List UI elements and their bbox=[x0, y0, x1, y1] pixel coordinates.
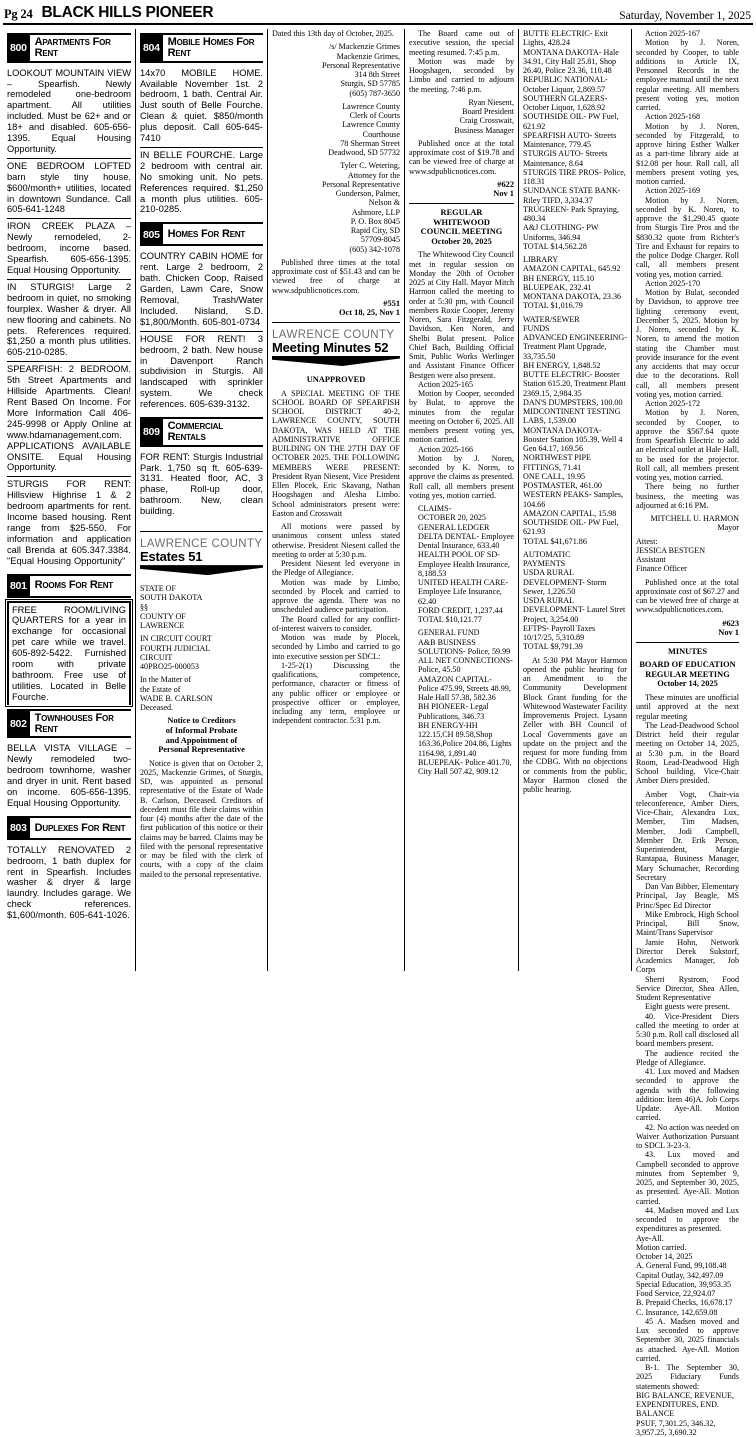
whitewood-action-label: Action 2025-172 bbox=[645, 399, 701, 408]
category-number: 804 bbox=[140, 35, 163, 61]
claim-line: BH ENERGY, 1,848.52 bbox=[523, 360, 601, 370]
estate-attorney: Personal Representative bbox=[322, 179, 400, 189]
whitewood-attest-name: JESSICA BESTGEN bbox=[636, 545, 706, 555]
category-header-803 bbox=[7, 816, 131, 840]
minutes-paragraph: The Board called for any conflict-of-interest waivers to consider. bbox=[272, 614, 400, 633]
lead-deadwood-title: MINUTES bbox=[667, 646, 708, 656]
estate-publication-note: Published three times at the total approximate cost of $51.43 and can be viewed free of charge at www.sdpublicnotices.com. bbox=[272, 257, 400, 295]
water-header: WATER/SEWER bbox=[523, 314, 580, 324]
claim-line: AMAZON CAPITAL- Police 475.99, Streets 48.99, Hale Hall 57.38, 582.36 bbox=[418, 674, 511, 703]
estate-notice-title: and Appointment of bbox=[165, 735, 238, 745]
estate-signature: Mackenzie Grimes, bbox=[336, 51, 400, 61]
estate-notice-body: Notice is given that on October 2, 2025, Mackenzie Grimes, of Sturgis, SD, was appointed as personal representative of the Estate of Wade B. Carlson, Deceased. Creditors of decedent must file their claims within four (4) months after the date of the first publication of this notice or their claims may be barred. Claims may be filed with the personal representative or may be filed with the clerk of courts, with a copy of the claim mailed to the personal representative. bbox=[140, 758, 263, 879]
meeting-minutes-banner bbox=[272, 329, 400, 366]
claim-line: BUTTE ELECTRIC- Booster Station 615.20, Treatment Plant 2369.15, 2,984.35 bbox=[523, 370, 626, 398]
library-header: LIBRARY bbox=[523, 255, 559, 264]
lead-deadwood-list-item: C. Insurance, 142,659.08 bbox=[636, 1307, 718, 1317]
column-6 bbox=[631, 29, 743, 1437]
minutes-signature: Ryan Niesent, bbox=[468, 97, 514, 107]
whitewood-action-label: Action 2025-168 bbox=[645, 112, 701, 122]
whitewood-action-text: Motion by J. Noren, seconded by Cooper, to table additions to Article IX, Personnel Records in the employee manual until the next regular meeting. All members present voting yes, motion carried. bbox=[636, 38, 739, 112]
whitewood-action-label: Action 2025-169 bbox=[645, 186, 701, 196]
column-5 bbox=[518, 29, 631, 971]
classified-ad: LOOKOUT MOUNTAIN VIEW – Spearfish. Newly remodeled one-bedroom apartment. All utilities included. Must be 62+ and or 18+ and disabled. 605-656-1395. Equal Housing Opportunity. bbox=[7, 66, 131, 159]
minutes-publication-note: Published once at the total approximate cost of $19.78 and can be viewed free of charge at www.sdpublicnotices.com. bbox=[409, 138, 514, 176]
whitewood-action-text: Motion by J. Noren, seconded by K. Noren, to approve the claims as presented. Roll call, all members present voting yes, motion carried. bbox=[409, 453, 514, 500]
estate-signature-phone: (605) 787-3650 bbox=[349, 88, 400, 98]
estate-state-line: STATE OF bbox=[140, 584, 177, 594]
whitewood-action-label: Action 2025-165 bbox=[418, 379, 474, 389]
banner-swoosh bbox=[272, 356, 400, 366]
claim-total: TOTAL $14,562.28 bbox=[523, 241, 587, 251]
claim-line: REPUBLIC NATIONAL- October Liquor, 2,869.57 bbox=[523, 75, 608, 94]
newspaper-title: BLACK HILLS PIONEER bbox=[41, 4, 214, 21]
lead-deadwood-item: The audience recited the Pledge of Allegiance. bbox=[636, 1048, 739, 1067]
lead-deadwood-list-item: Special Education, 39,953.35 bbox=[636, 1279, 732, 1289]
lead-deadwood-item: 41. Lux moved and Madsen seconded to approve the agenda with the following addition: Item 46)A. Job Corps Update. Aye-All. Motion carried. bbox=[636, 1067, 739, 1123]
section-divider bbox=[272, 322, 400, 323]
claims-header: CLAIMS- bbox=[418, 504, 452, 514]
lead-deadwood-list-item: 45 A. Madsen moved and Lux seconded to approve September 30, 2025 financials as attached. Aye-All. Motion carried. bbox=[636, 1316, 739, 1363]
category-header-802 bbox=[7, 709, 131, 739]
estate-clerk: Lawrence County bbox=[342, 101, 400, 111]
claim-line: BLUEPEAK- Police 401.70, City Hall 507.42, 909.12 bbox=[418, 757, 512, 777]
section-divider bbox=[140, 531, 263, 532]
claim-line: UNITED HEALTH CARE- Employee Life Insurance, 62.40 bbox=[418, 578, 509, 606]
claim-line: SOUTHERN GLAZERS- October Liquor, 1,628.92 bbox=[523, 93, 608, 112]
estate-matter-line: the Estate of bbox=[140, 684, 181, 694]
claim-line: SOUTHSIDE OIL- PW Fuel, 621.93 bbox=[523, 518, 619, 537]
minutes-paragraph: Motion was made by Limbo, seconded by Plocek and carried to approve the agenda. There was no unscheduled audience participation. bbox=[272, 577, 400, 615]
claim-line: BLUEPEAK, 232.41 bbox=[523, 282, 592, 292]
masthead bbox=[0, 0, 756, 22]
estate-attorney: 57709-8045 bbox=[360, 235, 400, 245]
category-header-800 bbox=[7, 33, 131, 63]
water-header: FUNDS bbox=[523, 323, 550, 333]
lead-deadwood-list-item: A. General Fund, 99,108.48 bbox=[636, 1261, 727, 1271]
category-name: Apartments For Rent bbox=[34, 36, 111, 60]
estate-court-line: CIRCUIT bbox=[140, 652, 173, 662]
claim-line: STURGIS TIRE PROS- Police, 118.31 bbox=[523, 167, 626, 186]
claim-line: BH ENERGY-HH 122.15,CH 89.58,Shop 163.36,Police 204.86, Lights 1164.98, 1,891.40 bbox=[418, 720, 512, 758]
whitewood-action-label: Action 2025-170 bbox=[645, 278, 701, 288]
lead-deadwood-body: The Lead-Deadwood School District held their regular meeting on October 14, 2025, at 5:30 p.m. in the Board Room, Lead-Deadwood High School building. Vice-Chair Amber Diers presided. bbox=[636, 720, 739, 786]
column-2 bbox=[135, 29, 267, 971]
lead-deadwood-list-item: PSUF, 7,301.25, 346.32, 3,957.25, 3,690.32 bbox=[636, 1418, 716, 1437]
claim-line: MONTANA DAKOTA- Booster Station 105.39, Well 4 Gen 64.17, 169.56 bbox=[523, 425, 623, 453]
page-columns bbox=[0, 25, 756, 1437]
lead-deadwood-attendance: Jamie Hohn, Network Director Derek Sukstorf, Academics Manager, Job Corps bbox=[636, 937, 739, 975]
lead-deadwood-attendance: Sherri Rystrom, Food Service Director, Shea Allen, Student Representative bbox=[636, 974, 739, 1003]
claim-line: MONTANA DAKOTA- Hale 34.91, City Hall 25.81, Shop 26.40, Police 23.36, 110.48 bbox=[523, 47, 619, 75]
minutes-signature: Craig Crosswait, bbox=[459, 116, 514, 126]
claim-line: POSTMASTER, 461.00 bbox=[523, 481, 602, 490]
claim-line: HEALTH POOL OF SD- Employee Health Insurance, 8,188.53 bbox=[418, 550, 510, 578]
claim-total: TOTAL $10,121.77 bbox=[418, 615, 482, 625]
category-header-805 bbox=[140, 222, 263, 246]
minutes-paragraph: All motions were passed by unanimous consent unless stated otherwise. President Niesent called the meeting to order at 5:30 p.m. bbox=[272, 522, 400, 559]
minutes-status: UNAPPROVED bbox=[306, 374, 366, 384]
estate-attorney: Attorney for the bbox=[347, 170, 400, 180]
claim-line: DELTA DENTAL- Employee Dental Insurance, 633.40 bbox=[418, 531, 514, 551]
whitewood-action-label: Action 2025-167 bbox=[645, 29, 701, 38]
minutes-paragraph: The Board came out of executive session, the special meeting resumed. 7:45 p.m. bbox=[409, 29, 514, 57]
estate-pub-date: Oct 18, 25, Nov 1 bbox=[339, 308, 400, 318]
classified-ad: COUNTRY CABIN HOME for rent. Large 2 bedroom, 2 bath. Chicken Coop, Raised Garden, Lawn Care, Snow Removal, Trash/Water Included. Nisland, S.D. $1,800/Month. 605-801-0734 bbox=[140, 249, 263, 331]
estate-clerk: Courthouse bbox=[362, 129, 400, 139]
whitewood-title: WHITEWOOD bbox=[433, 217, 490, 227]
claim-line: STURGIS AUTO- Streets Maintenance, 8.64 bbox=[523, 149, 608, 168]
claim-line: A&J CLOTHING- PW Uniforms, 346.94 bbox=[523, 223, 599, 242]
column-4 bbox=[404, 29, 518, 971]
whitewood-pub-number: #623 bbox=[722, 618, 739, 628]
category-header-809 bbox=[140, 417, 263, 447]
claim-line: SPEARFISH AUTO- Streets Maintenance, 779.45 bbox=[523, 130, 617, 149]
section-divider bbox=[409, 203, 514, 204]
category-name: Duplexes For Rent bbox=[34, 821, 126, 834]
claim-line: MONTANA DAKOTA, 23.36 bbox=[523, 292, 622, 301]
estate-court-line: FOURTH JUDICIAL bbox=[140, 643, 211, 653]
minutes-signature: Business Manager bbox=[454, 125, 514, 135]
whitewood-title: COUNCIL MEETING bbox=[420, 227, 503, 237]
estate-attorney: Gunderson, Palmer, bbox=[335, 189, 400, 198]
category-number: 801 bbox=[7, 576, 30, 596]
claims-header: OCTOBER 20, 2025 bbox=[418, 513, 486, 523]
whitewood-closing: There being no further business, the meeting was adjourned at 6:16 PM. bbox=[636, 482, 739, 510]
automatic-header: PAYMENTS bbox=[523, 559, 566, 568]
whitewood-signature-role: Mayor bbox=[717, 523, 739, 533]
claim-line: BH ENERGY, 115.10 bbox=[523, 273, 595, 283]
category-name: Rooms For Rent bbox=[34, 579, 113, 592]
lead-deadwood-attendance: Dan Van Bibber, Elementary Principal, Jay Beagle, MS Princ/Spec Ed Director bbox=[636, 882, 739, 910]
lead-deadwood-item: 44. Madsen moved and Lux seconded to approve the expenditures as presented. bbox=[636, 1205, 739, 1234]
estate-state-line: SOUTH DAKOTA bbox=[140, 593, 203, 603]
whitewood-action-text: Motion by Bulat, seconded by Davidson, to approve tree lighting ceremony event, December 5, 2025. Motion by J. Noren, seconded by K. Noren, to amend the motion stating the Chamber must provide insurance for the event any accidents that may occur due to the decorations. Roll call, all members present voting yes, motion carried. bbox=[636, 288, 739, 399]
minutes-pub-date: Nov 1 bbox=[493, 189, 514, 199]
classified-ad: 14x70 MOBILE HOME. Available November 1st. 2 bedroom, 1 bath. Central Air. Just south of Belle Fourche. Clean & quiet. $850/month plus deposit. Call 605-645-7410 bbox=[140, 66, 263, 148]
claim-line: ALL NET CONNECTIONS- Police, 45.50 bbox=[418, 656, 513, 675]
estate-state-line: §§ bbox=[140, 602, 149, 612]
claim-total: TOTAL $9,791.39 bbox=[523, 642, 583, 652]
whitewood-action-text: Motion by J. Noren, seconded by Fitzgerald, to approve hiring Esther Walker as a part-time library aide at $12.08 per hour. Roll call, all members present voting yes, motion carried. bbox=[636, 121, 739, 186]
minutes-paragraph: Motion was made by Hoogshagen, seconded by Limbo and carried to adjourn the meeting. 7:46 p.m. bbox=[409, 56, 514, 94]
claim-line: AMAZON CAPITAL, 645.92 bbox=[523, 264, 621, 274]
claim-line: USDA RURAL DEVELOPMENT- Storm Sewer, 1,226.50 bbox=[523, 568, 607, 596]
whitewood-intro: The Whitewood City Council met in regular session on Monday the 20th of October 2025 at City Hall. Mayor Mitch Harmon called the meeting to order at 5:30 pm, with Council members Roxie Cooper, Jeremy Noren, Sara Fitzgerald, Jerry Davidson, Ken Noren, and Shelbi Bulat present. Police Chief Bach, Building Official Smit, Public Works Werlinger and Assistant Finance Officer Bestgen were also present. bbox=[409, 250, 514, 380]
estate-attorney: P. O. Box 8045 bbox=[350, 216, 400, 226]
estate-notice-title: Notice to Creditors bbox=[167, 716, 236, 726]
banner-title: Meeting Minutes 52 bbox=[272, 339, 389, 355]
claims-header: GENERAL LEDGER bbox=[418, 522, 490, 532]
column-1 bbox=[3, 29, 135, 971]
whitewood-attest-role: Finance Officer bbox=[636, 564, 687, 574]
banner-county: LAWRENCE COUNTY bbox=[272, 328, 395, 341]
estate-decedent-name: WADE B. CARLSON bbox=[140, 693, 213, 703]
lead-deadwood-item: 43. Lux moved and Campbell seconded to approve minutes from September 9, 2025, and September 30, 2025, as presented. Aye-All. Motion carried. bbox=[636, 1150, 739, 1206]
minutes-intro: A SPECIAL MEETING OF THE SCHOOL BOARD OF SPEARFISH SCHOOL DISTRICT 40-2, LAWRENCE COUNTY, SOUTH DAKOTA, WAS HELD AT THE ADMINISTRATIVE OFFICE BUILDING ON THE 27TH DAY OF OCTOBER 2025. THE FOLLOWING MEMBERS WERE PRESENT: President Ryan Niesent, Vice President Ellen Plocek, Eric Skavang, Nathan Hoogshagen and Alesha Limbo. School administrators present were: Easton and Crosswait bbox=[272, 388, 400, 518]
claim-line: BH PIONEER- Legal Publications, 346.73 bbox=[418, 702, 489, 721]
whitewood-action-text: Motion by Cooper, seconded by Bulat, to approve the minutes from the regular meeting on October 6, 2025. All members present voting yes, motion carried. bbox=[409, 389, 514, 445]
whitewood-attest: Attest: bbox=[636, 536, 658, 546]
estate-matter-line: In the Matter of bbox=[140, 675, 192, 685]
estate-signature: /s/ Mackenzie Grimes bbox=[328, 42, 400, 52]
lead-deadwood-list-item: Motion carried. bbox=[636, 1242, 687, 1252]
estate-body-continued: Dated this 13th day of October, 2025. bbox=[272, 29, 394, 38]
claim-line: EFTPS- Payroll Taxes 10/17/25, 5,310.89 bbox=[523, 623, 596, 642]
estate-state-line: COUNTY OF bbox=[140, 611, 186, 621]
category-header-801 bbox=[7, 574, 131, 598]
category-header-804 bbox=[140, 33, 263, 63]
estate-attorney: Tyler C. Wetering, bbox=[340, 161, 400, 171]
estate-clerk: Clerk of Courts bbox=[349, 111, 400, 120]
automatic-header: AUTOMATIC bbox=[523, 549, 571, 559]
classified-ad: FOR RENT: Sturgis Industrial Park. 1,750 sq ft. 605-639-3131. Heated floor, AC, 3 phase, Roll-up door, bathroom. New, clean building. bbox=[140, 451, 263, 517]
claim-line: AMAZON CAPITAL, 15.98 bbox=[523, 508, 617, 518]
page-number: Pg 24 bbox=[4, 7, 33, 21]
category-name: Mobile Homes For Rent bbox=[167, 36, 255, 60]
lead-deadwood-attendance: Amber Vogt, Chair-via teleconference, Amber Diers, Vice-Chair, Alexandra Lux, Member, Tim Madsen, Member, Jodi Campbell, Member Dr. Erik Person, Superintendent, Margie Rantapaa, Business Manager, Mary Schumacher, Recording Secretary bbox=[636, 789, 739, 882]
estate-notice-title: of Informal Probate bbox=[165, 725, 238, 735]
classified-ad: STURGIS FOR RENT: Hillsview Highrise 1 & 2 bedroom apartments for rent. Income based housing. Rent range from $25-550. For information and application call Brenda at 605.347.3384. "Equal Housing Opportunity" bbox=[7, 479, 131, 566]
lead-deadwood-list-item: B. Prepaid Checks, 16,678.17 bbox=[636, 1298, 733, 1308]
claim-line: MIDCONTINENT TESTING LABS, 1,539.00 bbox=[523, 407, 621, 426]
claim-line: ONE CALL, 19.95 bbox=[523, 471, 586, 481]
whitewood-hearing: At 5:30 PM Mayor Harmon opened the public hearing for an Amendment to the Community Development Block Grant funding for the Whitewood Wastewater Facility Improvements Project. Lysann Zeller with BH Council of Local Governments gave an update on the project and the request for more funding from the CDBG. With no objections or comments from the public, Mayor Harmon closed the public hearing. bbox=[523, 655, 627, 794]
classified-ad: HOUSE FOR RENT! 3 bedroom, 2 bath. New house in Davenport Ranch subdivision in Sturgis. All landscaped with sprinkler system. We check references. 605-639-3132. bbox=[140, 333, 263, 410]
banner-title: Estates 51 bbox=[140, 549, 203, 565]
lead-deadwood-list-item: October 14, 2025 bbox=[636, 1252, 693, 1262]
minutes-paragraph: Motion was made by Plocek, seconded by Limbo and carried to go into executive session per SDCL: bbox=[272, 633, 400, 661]
claim-line: BUTTE ELECTRIC- Exit Lights, 428.24 bbox=[523, 29, 608, 48]
classified-ad: BELLA VISTA VILLAGE – Newly remodeled two-bedroom townhome, washer and dryer in unit. Rent based on income. 605-656-1395. Equal Housing Opportunity. bbox=[7, 743, 131, 808]
lead-deadwood-list-item: Aye-All. bbox=[636, 1233, 664, 1243]
estate-signature: Sturgis, SD 57785 bbox=[340, 79, 400, 89]
claim-line: FORD CREDIT, 1,237.44 bbox=[418, 605, 503, 615]
lead-deadwood-list-item: Food Service, 22,924.07 bbox=[636, 1289, 716, 1299]
whitewood-action-label: Action 2025-166 bbox=[418, 444, 474, 454]
category-name: Homes For Rent bbox=[167, 228, 246, 241]
minutes-signature: Board President bbox=[462, 107, 514, 116]
category-name: Townhouses For Rent bbox=[34, 711, 114, 736]
lead-deadwood-list-item: Capital Outlay, 342,497.09 bbox=[636, 1270, 724, 1280]
category-number: 805 bbox=[140, 224, 163, 244]
claim-line: DAN'S DUMPSTERS, 100.00 bbox=[523, 397, 623, 407]
category-name: Commercial Rentals bbox=[167, 420, 223, 444]
estate-clerk: Lawrence County bbox=[342, 120, 400, 130]
claim-line: A&B BUSINESS SOLUTIONS- Police, 59.99 bbox=[418, 637, 511, 656]
category-number: 802 bbox=[7, 711, 30, 737]
minutes-paragraph: 1-25-2(1) Discussing the qualifications, competence, performance, character or fitness of any public officer or employee or prospective officer or employee, including any term, employee or independent contractor. 5:31 p.m. bbox=[272, 660, 400, 726]
lead-deadwood-list-item: BIG BALANCE, REVENUE, EXPENDITURES, END. BALANCE bbox=[636, 1390, 735, 1419]
claim-total: TOTAL $1,016.79 bbox=[523, 301, 583, 311]
estate-pub-number: #551 bbox=[383, 298, 400, 308]
category-number: 800 bbox=[7, 35, 30, 61]
whitewood-attest-role: Assistant bbox=[636, 555, 666, 564]
classified-ad: TOTALLY RENOVATED 2 bedroom, 1 bath duplex for rent in Spearfish. Includes washer & dryer & large laundry. Includes garage. We check references. $1,600/month. 605-641-1026. bbox=[7, 844, 131, 921]
estate-attorney: Rapid City, SD bbox=[350, 226, 400, 235]
estate-signature: 314 8th Street bbox=[354, 70, 400, 79]
whitewood-pub-date: Nov 1 bbox=[718, 628, 739, 638]
claim-line: WESTERN PEAKS- Samples, 104.66 bbox=[523, 490, 624, 509]
claim-line: TRUGREEN- Park Spraying, 480.34 bbox=[523, 204, 619, 223]
estate-notice-title: Personal Representative bbox=[158, 745, 245, 755]
minutes-pub-number: #622 bbox=[497, 179, 514, 189]
estate-clerk: 78 Sherman Street bbox=[340, 138, 400, 148]
section-divider bbox=[636, 642, 739, 643]
whitewood-date: October 20, 2025 bbox=[431, 236, 492, 246]
estate-attorney: (605) 342-1078 bbox=[349, 244, 400, 254]
estate-court-line: IN CIRCUIT COURT bbox=[140, 634, 212, 644]
estate-state-line: LAWRENCE bbox=[140, 621, 185, 631]
category-number: 809 bbox=[140, 419, 163, 445]
estate-case-number: 40PRO25-000053 bbox=[140, 662, 199, 672]
lead-deadwood-item: 40. Vice-President Diers called the meeting to order at 5:30 p.m. Roll call disclosed all board members present. bbox=[636, 1011, 739, 1049]
estate-signature: Personal Representative bbox=[322, 60, 400, 70]
claim-total: TOTAL $41,671.86 bbox=[523, 536, 587, 546]
issue-date: Saturday, November 1, 2025 bbox=[619, 10, 751, 22]
lead-deadwood-intro: These minutes are unofficial until approved at the next regular meeting bbox=[636, 693, 739, 721]
estate-clerk: Deadwood, SD 57732 bbox=[328, 148, 400, 157]
claim-line: SOUTHSIDE OIL- PW Fuel, 621.92 bbox=[523, 112, 619, 131]
lead-deadwood-item: Eight guests were present. bbox=[645, 1002, 730, 1012]
classified-ad: IN BELLE FOURCHE. Large 2 bedroom with central air. No smoking unit. No pets. References required. $1,250 a month plus utilities. 605-210-0285. bbox=[140, 149, 263, 215]
classified-ad: IN STURGIS! Large 2 bedroom in quiet, no smoking fourplex. Washer & dryer. All new flooring and cabinets. No pets. References required. $1,250 a month plus utilities. 605-210-0285. bbox=[7, 280, 131, 362]
column-3 bbox=[267, 29, 404, 971]
banner-swoosh bbox=[140, 565, 263, 575]
lead-deadwood-header: BOARD OF EDUCATION REGULAR MEETING October 14, 2025 bbox=[639, 660, 736, 689]
claim-line: NORTHWEST PIPE FITTINGS, 71.41 bbox=[523, 453, 591, 472]
whitewood-title: REGULAR bbox=[440, 207, 483, 217]
classified-ad: SPEARFISH: 2 BEDROOM. 5th Street Apartments and Hillside Apartments. Clean! Rent Based On Income. For More Information Call 406-245-9998 or Apply Online at www.hdamanagement.com. APPLICATIONS AVAILABLE ONSITE. Equal Housing Opportunity. bbox=[7, 362, 131, 477]
category-number: 803 bbox=[7, 818, 30, 838]
claim-line: ADVANCED ENGINEERING- Treatment Plant Upgrade, 33,735.50 bbox=[523, 333, 627, 361]
claim-line: USDA RURAL DEVELOPMENT- Laurel Stret Project, 3,254.00 bbox=[523, 596, 626, 624]
claim-line: SUNDANCE STATE BANK- Riley TIFD, 3,334.37 bbox=[523, 186, 621, 205]
general-fund-header: GENERAL FUND bbox=[418, 628, 480, 638]
classified-ad: ONE BEDROOM LOFTED barn style tiny house. $600/month+ utilities, located in downtown Sundance. Call 605-641-1248 bbox=[7, 159, 131, 220]
estates-banner bbox=[140, 538, 263, 575]
estate-matter-line: Deceased. bbox=[140, 703, 174, 713]
lead-deadwood-attendance: Mike Embrock, High School Principal, Bill Snow, Maint/Trans Supervisor bbox=[636, 909, 739, 938]
whitewood-signature: MITCHELL U. HARMON bbox=[650, 514, 739, 523]
lead-deadwood-item: 42. No action was needed on Waiver Authorization Pursuant to SDCL 3-23-3. bbox=[636, 1122, 739, 1151]
whitewood-publication-note: Published once at the total approximate cost of $67.27 and can be viewed free of charge at www.sdpublicnotices.com. bbox=[636, 577, 739, 615]
banner-county: LAWRENCE COUNTY bbox=[140, 538, 263, 551]
estate-attorney: Nelson & bbox=[368, 198, 400, 208]
whitewood-action-text: Motion by J. Noren, seconded by K. Noren, to approve the $1,290.45 quote from Sturgis Tire Pros and the $830.32 quote from Richter's Tire and Exhaust for repairs to the police Dodge Charger. Roll call, all members present voting yes, motion carried. bbox=[636, 195, 739, 279]
minutes-paragraph: President Niesent led everyone in the Pledge of Allegiance. bbox=[272, 559, 400, 578]
classified-ad-boxed: FREE ROOM/LIVING QUARTERS for a year in exchange for occasional pet care while we travel. 605-892-5422. Furnished room with private bathroom. Free use of utilities. Located in Belle Fourche. bbox=[7, 601, 131, 705]
estate-attorney: Ashmore, LLP bbox=[351, 207, 400, 217]
classified-ad: IRON CREEK PLAZA – Newly remodeled, 2-bedroom, income based. Spearfish. 605-656-1395. Equal Housing Opportunity. bbox=[7, 219, 131, 280]
lead-deadwood-list-item: B-1. The September 30, 2025 Fiduciary Funds statements showed: bbox=[636, 1363, 739, 1391]
whitewood-action-text: Motion by J. Noren, seconded by Cooper, to approve the $567.64 quote from Spearfish Electric to add an electrical outlet at Hale Hall, to be used for the projector. Roll call, all members present voting yes, motion carried. bbox=[636, 408, 739, 482]
